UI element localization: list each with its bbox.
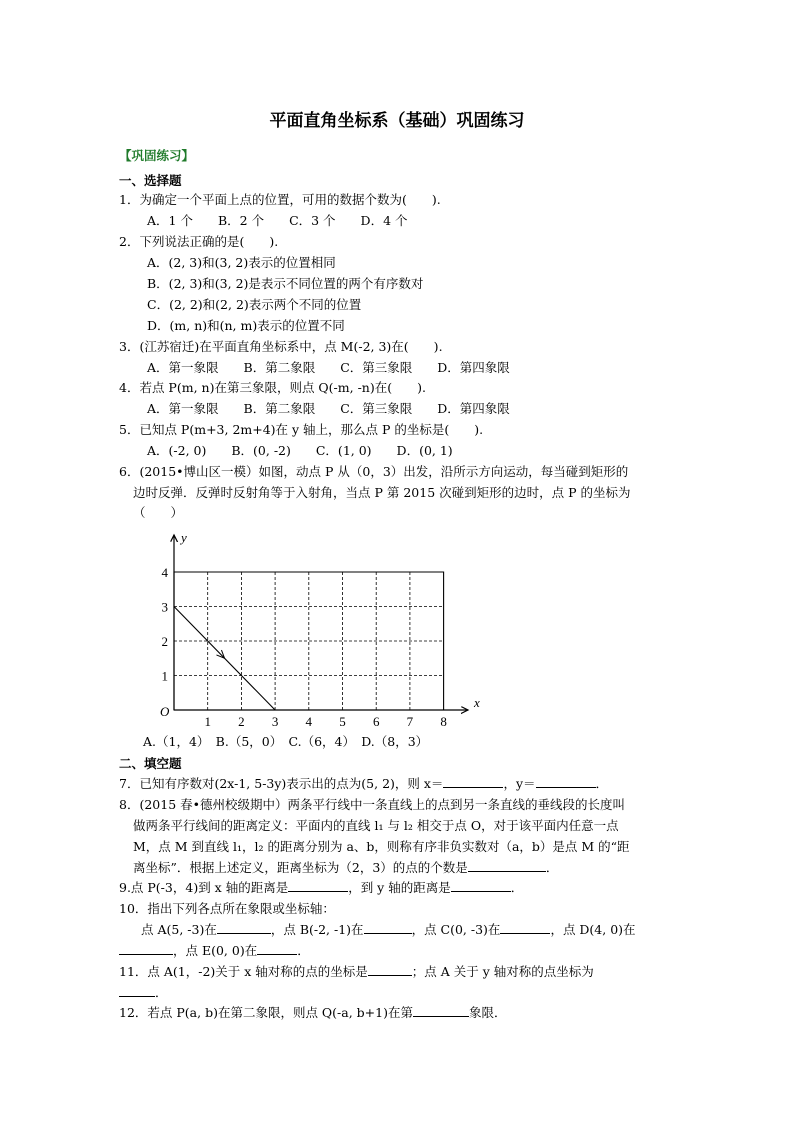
q9-text-1: 9.点 P(-3，4)到 x 轴的距离是 xyxy=(119,880,289,895)
q11-line-2 xyxy=(119,985,168,1001)
y-tick-label: 4 xyxy=(161,565,168,580)
q9-blank-y[interactable] xyxy=(451,880,511,892)
q10-blank-a[interactable] xyxy=(217,922,271,934)
x-tick-label: 8 xyxy=(440,714,447,729)
q7-line xyxy=(119,776,608,792)
q10-blank-c[interactable] xyxy=(500,922,550,934)
y-axis-label: y xyxy=(181,530,187,545)
x-tick-label: 4 xyxy=(305,714,313,729)
q10-blank-d[interactable] xyxy=(119,943,173,955)
q9-text-3: ． xyxy=(510,880,524,895)
q6-options: A.（1，4） B.（5，0） C.（6，4） D.（8，3） xyxy=(143,734,429,749)
x-tick-label: 3 xyxy=(271,714,279,729)
q1-options: A．1 个 B．2 个 C．3 个 D．4 个 xyxy=(147,213,408,228)
q10-line-2 xyxy=(119,943,310,959)
q7-text-3: ． xyxy=(595,776,609,791)
origin-label: O xyxy=(160,704,170,719)
page-title: 平面直角坐标系（基础）巩固练习 xyxy=(269,111,525,131)
q7-blank-y[interactable] xyxy=(536,776,596,788)
q10-stem: 10．指出下列各点所在象限或坐标轴： xyxy=(119,901,335,916)
q4-stem: 4．若点 P(m, n)在第三象限，则点 Q(-m, -n)在( ). xyxy=(119,380,426,395)
q11-text-2: ；点 A 关于 y 轴对称的点坐标为 xyxy=(411,964,594,979)
q10-blank-e[interactable] xyxy=(257,943,297,955)
q11-text-3: ． xyxy=(155,985,168,1000)
y-tick-label: 3 xyxy=(161,599,168,615)
q11-text-1: 11．点 A(1，-2)关于 x 轴对称的点的坐标是 xyxy=(119,964,368,979)
q2-option-b: B．(2, 3)和(3, 2)是表示不同位置的两个有序数对 xyxy=(147,276,424,291)
q10-text-c: ，点 C(0, -3)在 xyxy=(411,922,501,937)
section-tag: 【巩固练习】 xyxy=(119,148,195,163)
q10-text-e: ，点 E(0, 0)在 xyxy=(173,943,258,958)
q10-blank-b[interactable] xyxy=(364,922,412,934)
q12-text-2: 象限． xyxy=(468,1005,507,1020)
q5-options: A．(-2, 0) B．(0, -2) C．(1, 0) D．(0, 1) xyxy=(147,443,453,458)
q10-text-d: ，点 D(4, 0)在 xyxy=(550,922,636,937)
q8-line-4 xyxy=(133,860,558,876)
x-axis-label: x xyxy=(474,695,480,710)
q9-line xyxy=(119,880,523,896)
q8-text-4: 离坐标”．根据上述定义，距离坐标为（2，3）的点的个数是 xyxy=(133,860,468,875)
q2-option-c: C．(2, 2)和(2, 2)表示两个不同的位置 xyxy=(147,297,362,312)
q8-line-1: 8．(2015 春•德州校级期中）两条平行线中一条直线上的点到另一条直线的垂线段的长度叫 xyxy=(119,797,625,812)
q12-line xyxy=(119,1005,507,1021)
q7-text-1: 7．已知有序数对(2x-1, 5-3y)表示出的点为(5, 2)，则 x＝ xyxy=(119,776,444,791)
q8-line-2: 做两条平行线间的距离定义：平面内的直线 l₁ 与 l₂ 相交于点 O，对于该平面内任意一点 xyxy=(133,818,619,833)
x-tick-label: 2 xyxy=(238,714,245,729)
q8-blank[interactable] xyxy=(468,860,546,872)
x-tick-label: 6 xyxy=(372,714,380,729)
q10-text-a: 点 A(5, -3)在 xyxy=(141,922,217,937)
q6-line-2: 边时反弹．反弹时反射角等于入射角，当点 P 第 2015 次碰到矩形的边时，点 P 的坐标为 xyxy=(133,485,631,500)
q9-text-2: ，到 y 轴的距离是 xyxy=(348,880,451,895)
q12-text-1: 12．若点 P(a, b)在第二象限，则点 Q(-a, b+1)在第 xyxy=(119,1005,413,1020)
q4-options: A．第一象限 B．第二象限 C．第三象限 D．第四象限 xyxy=(147,401,510,416)
q7-blank-x[interactable] xyxy=(443,776,503,788)
q5-stem: 5．已知点 P(m+3, 2m+4)在 y 轴上，那么点 P 的坐标是( ). xyxy=(119,422,484,437)
q2-stem: 2．下列说法正确的是( ). xyxy=(119,234,279,249)
q8-text-end: ． xyxy=(545,860,559,875)
q10-text-b: ，点 B(-2, -1)在 xyxy=(270,922,364,937)
q3-options: A．第一象限 B．第二象限 C．第三象限 D．第四象限 xyxy=(147,360,510,375)
q7-text-2: ，y＝ xyxy=(503,776,536,791)
q12-blank[interactable] xyxy=(413,1005,469,1017)
section-heading-fill: 二、填空题 xyxy=(119,756,182,771)
x-tick-label: 5 xyxy=(339,714,346,729)
q1-stem: 1．为确定一个平面上点的位置，可用的数据个数为( ). xyxy=(119,192,441,207)
q2-option-a: A．(2, 3)和(3, 2)表示的位置相同 xyxy=(147,255,336,270)
q11-blank-y[interactable] xyxy=(119,985,155,997)
q11-line-1 xyxy=(119,964,594,980)
q11-blank-x[interactable] xyxy=(368,964,412,976)
section-heading-choice: 一、选择题 xyxy=(119,173,182,188)
q6-line-1: 6．(2015•博山区一模）如图，动点 P 从（0，3）出发，沿所示方向运动，每当碰到矩形的 xyxy=(119,464,629,479)
x-tick-label: 7 xyxy=(406,714,414,729)
q10-text-end: ． xyxy=(297,943,310,958)
q9-blank-x[interactable] xyxy=(288,880,348,892)
y-tick-label: 1 xyxy=(161,668,168,684)
q8-line-3: M，点 M 到直线 l₁，l₂ 的距离分别为 a、b，则称有序非负实数对（a，b）是点 M 的“距 xyxy=(133,839,630,854)
q6-line-3: （ ） xyxy=(133,505,184,520)
q2-option-d: D．(m, n)和(n, m)表示的位置不同 xyxy=(147,318,345,333)
q10-line-1 xyxy=(141,922,636,938)
x-tick-label: 1 xyxy=(204,714,211,729)
coordinate-grid-figure xyxy=(150,525,490,730)
y-tick-label: 2 xyxy=(161,634,168,649)
q3-stem: 3．(江苏宿迁)在平面直角坐标系中，点 M(-2, 3)在( ). xyxy=(119,339,443,354)
